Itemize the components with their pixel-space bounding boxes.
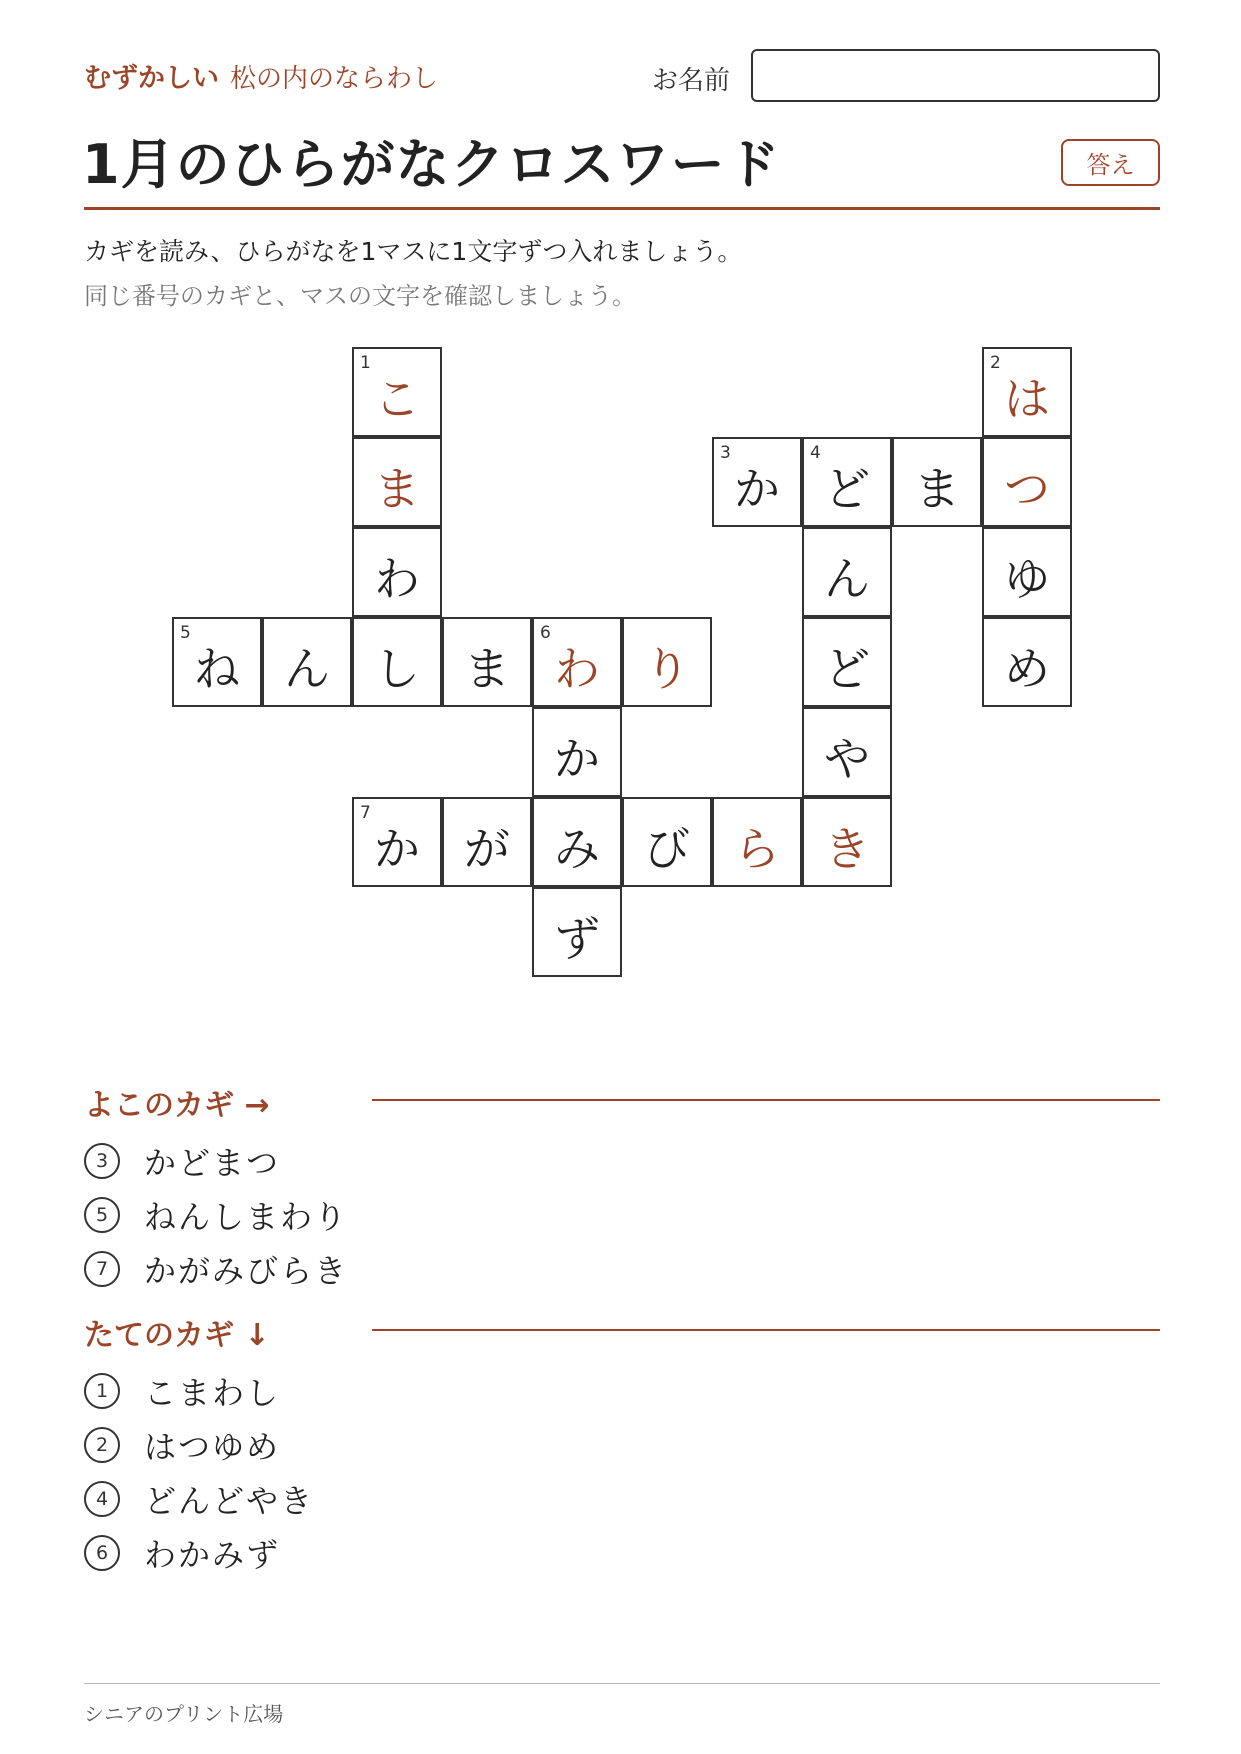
clue-number: 4 [810,443,821,463]
clue-number: 1 [360,353,371,373]
cell-character: ま [914,462,960,516]
cell-character: や [824,732,870,786]
clue-number-badge: 6 [84,1535,120,1571]
crossword-cell[interactable] [172,617,262,707]
cell-character: つ [1004,462,1050,516]
crossword-cell[interactable] [262,617,352,707]
cell-character: わ [554,642,600,696]
cell-character: ま [374,462,420,516]
clue-number-badge: 4 [84,1481,120,1517]
clue-number: 5 [180,623,191,643]
cell-character: し [374,642,420,696]
clue-item [84,1141,280,1181]
cell-character: わ [374,552,420,606]
crossword-cell[interactable] [802,617,892,707]
crossword-cell[interactable] [982,437,1072,527]
page-title: 1月のひらがなクロスワード [82,133,781,196]
clue-text: こまわし [144,1374,281,1412]
crossword-cell[interactable] [352,437,442,527]
footer-divider [84,1683,1160,1684]
crossword-cell[interactable] [712,437,802,527]
crossword-cell[interactable] [622,797,712,887]
cell-character: か [734,462,780,516]
name-input[interactable] [751,49,1160,102]
crossword-cell[interactable] [982,617,1072,707]
clue-item [84,1479,314,1519]
clue-number: 7 [360,803,371,823]
clue-number-badge: 1 [84,1373,120,1409]
crossword-cell[interactable] [532,797,622,887]
crossword-cell[interactable] [532,707,622,797]
down-heading: たてのカギ ↓ [84,1318,270,1353]
down-divider [372,1329,1160,1331]
difficulty-label: むずかしい [84,63,219,94]
clue-number-badge: 3 [84,1143,120,1179]
cell-character: か [554,732,600,786]
across-divider [372,1099,1160,1101]
cell-character: が [464,822,510,876]
crossword-cell[interactable] [352,797,442,887]
crossword-cell[interactable] [622,617,712,707]
clue-item [84,1195,348,1235]
crossword-cell[interactable] [442,797,532,887]
crossword-cell[interactable] [982,347,1072,437]
crossword-cell[interactable] [352,617,442,707]
clue-item [84,1533,280,1573]
cell-character: ん [284,642,330,696]
answer-button[interactable]: 答え [1061,139,1160,186]
clue-text: ねんしまわり [144,1198,349,1236]
clue-number: 3 [720,443,731,463]
crossword-cell[interactable] [532,887,622,977]
clue-number-badge: 5 [84,1197,120,1233]
clue-item [84,1371,280,1411]
cell-character: き [824,822,870,876]
crossword-cell[interactable] [802,437,892,527]
clue-item [84,1425,280,1465]
cell-character: ど [824,462,870,516]
cell-character: ね [194,642,240,696]
clue-text: わかみず [144,1536,281,1574]
instruction-line: カギを読み、ひらがなを1マスに1文字ずつ入れましょう。 [84,237,743,266]
crossword-cell[interactable] [802,527,892,617]
clue-number-badge: 2 [84,1427,120,1463]
crossword-cell[interactable] [982,527,1072,617]
clue-text: かどまつ [144,1144,281,1182]
cell-character: は [1004,372,1050,426]
cell-character: こ [374,372,420,426]
cell-character: ら [734,822,780,876]
cell-character: ん [824,552,870,606]
crossword-cell[interactable] [712,797,802,887]
clue-number: 2 [990,353,1001,373]
worksheet-subtitle: 松の内のならわし [230,64,439,94]
clue-number-badge: 7 [84,1251,120,1287]
cell-character: ど [824,642,870,696]
crossword-cell[interactable] [532,617,622,707]
across-heading: よこのカギ → [84,1088,270,1123]
clue-number: 6 [540,623,551,643]
cell-character: か [374,822,420,876]
clue-text: はつゆめ [144,1428,281,1466]
cell-character: ゆ [1004,552,1050,606]
cell-character: ず [554,912,600,966]
crossword-cell[interactable] [892,437,982,527]
cell-character: み [554,822,600,876]
clue-text: かがみびらき [144,1252,349,1290]
crossword-cell[interactable] [352,527,442,617]
cell-character: り [644,642,690,696]
cell-character: ま [464,642,510,696]
cell-character: め [1004,642,1050,696]
clue-item [84,1249,348,1289]
crossword-cell[interactable] [352,347,442,437]
crossword-cell[interactable] [802,707,892,797]
crossword-cell[interactable] [442,617,532,707]
footer-brand: シニアのプリント広場 [84,1702,284,1726]
name-label: お名前 [652,66,731,96]
title-divider [84,207,1160,210]
instruction-line: 同じ番号のカギと、マスの文字を確認しましょう。 [84,282,636,310]
crossword-cell[interactable] [802,797,892,887]
clue-text: どんどやき [144,1482,315,1520]
cell-character: び [644,822,690,876]
